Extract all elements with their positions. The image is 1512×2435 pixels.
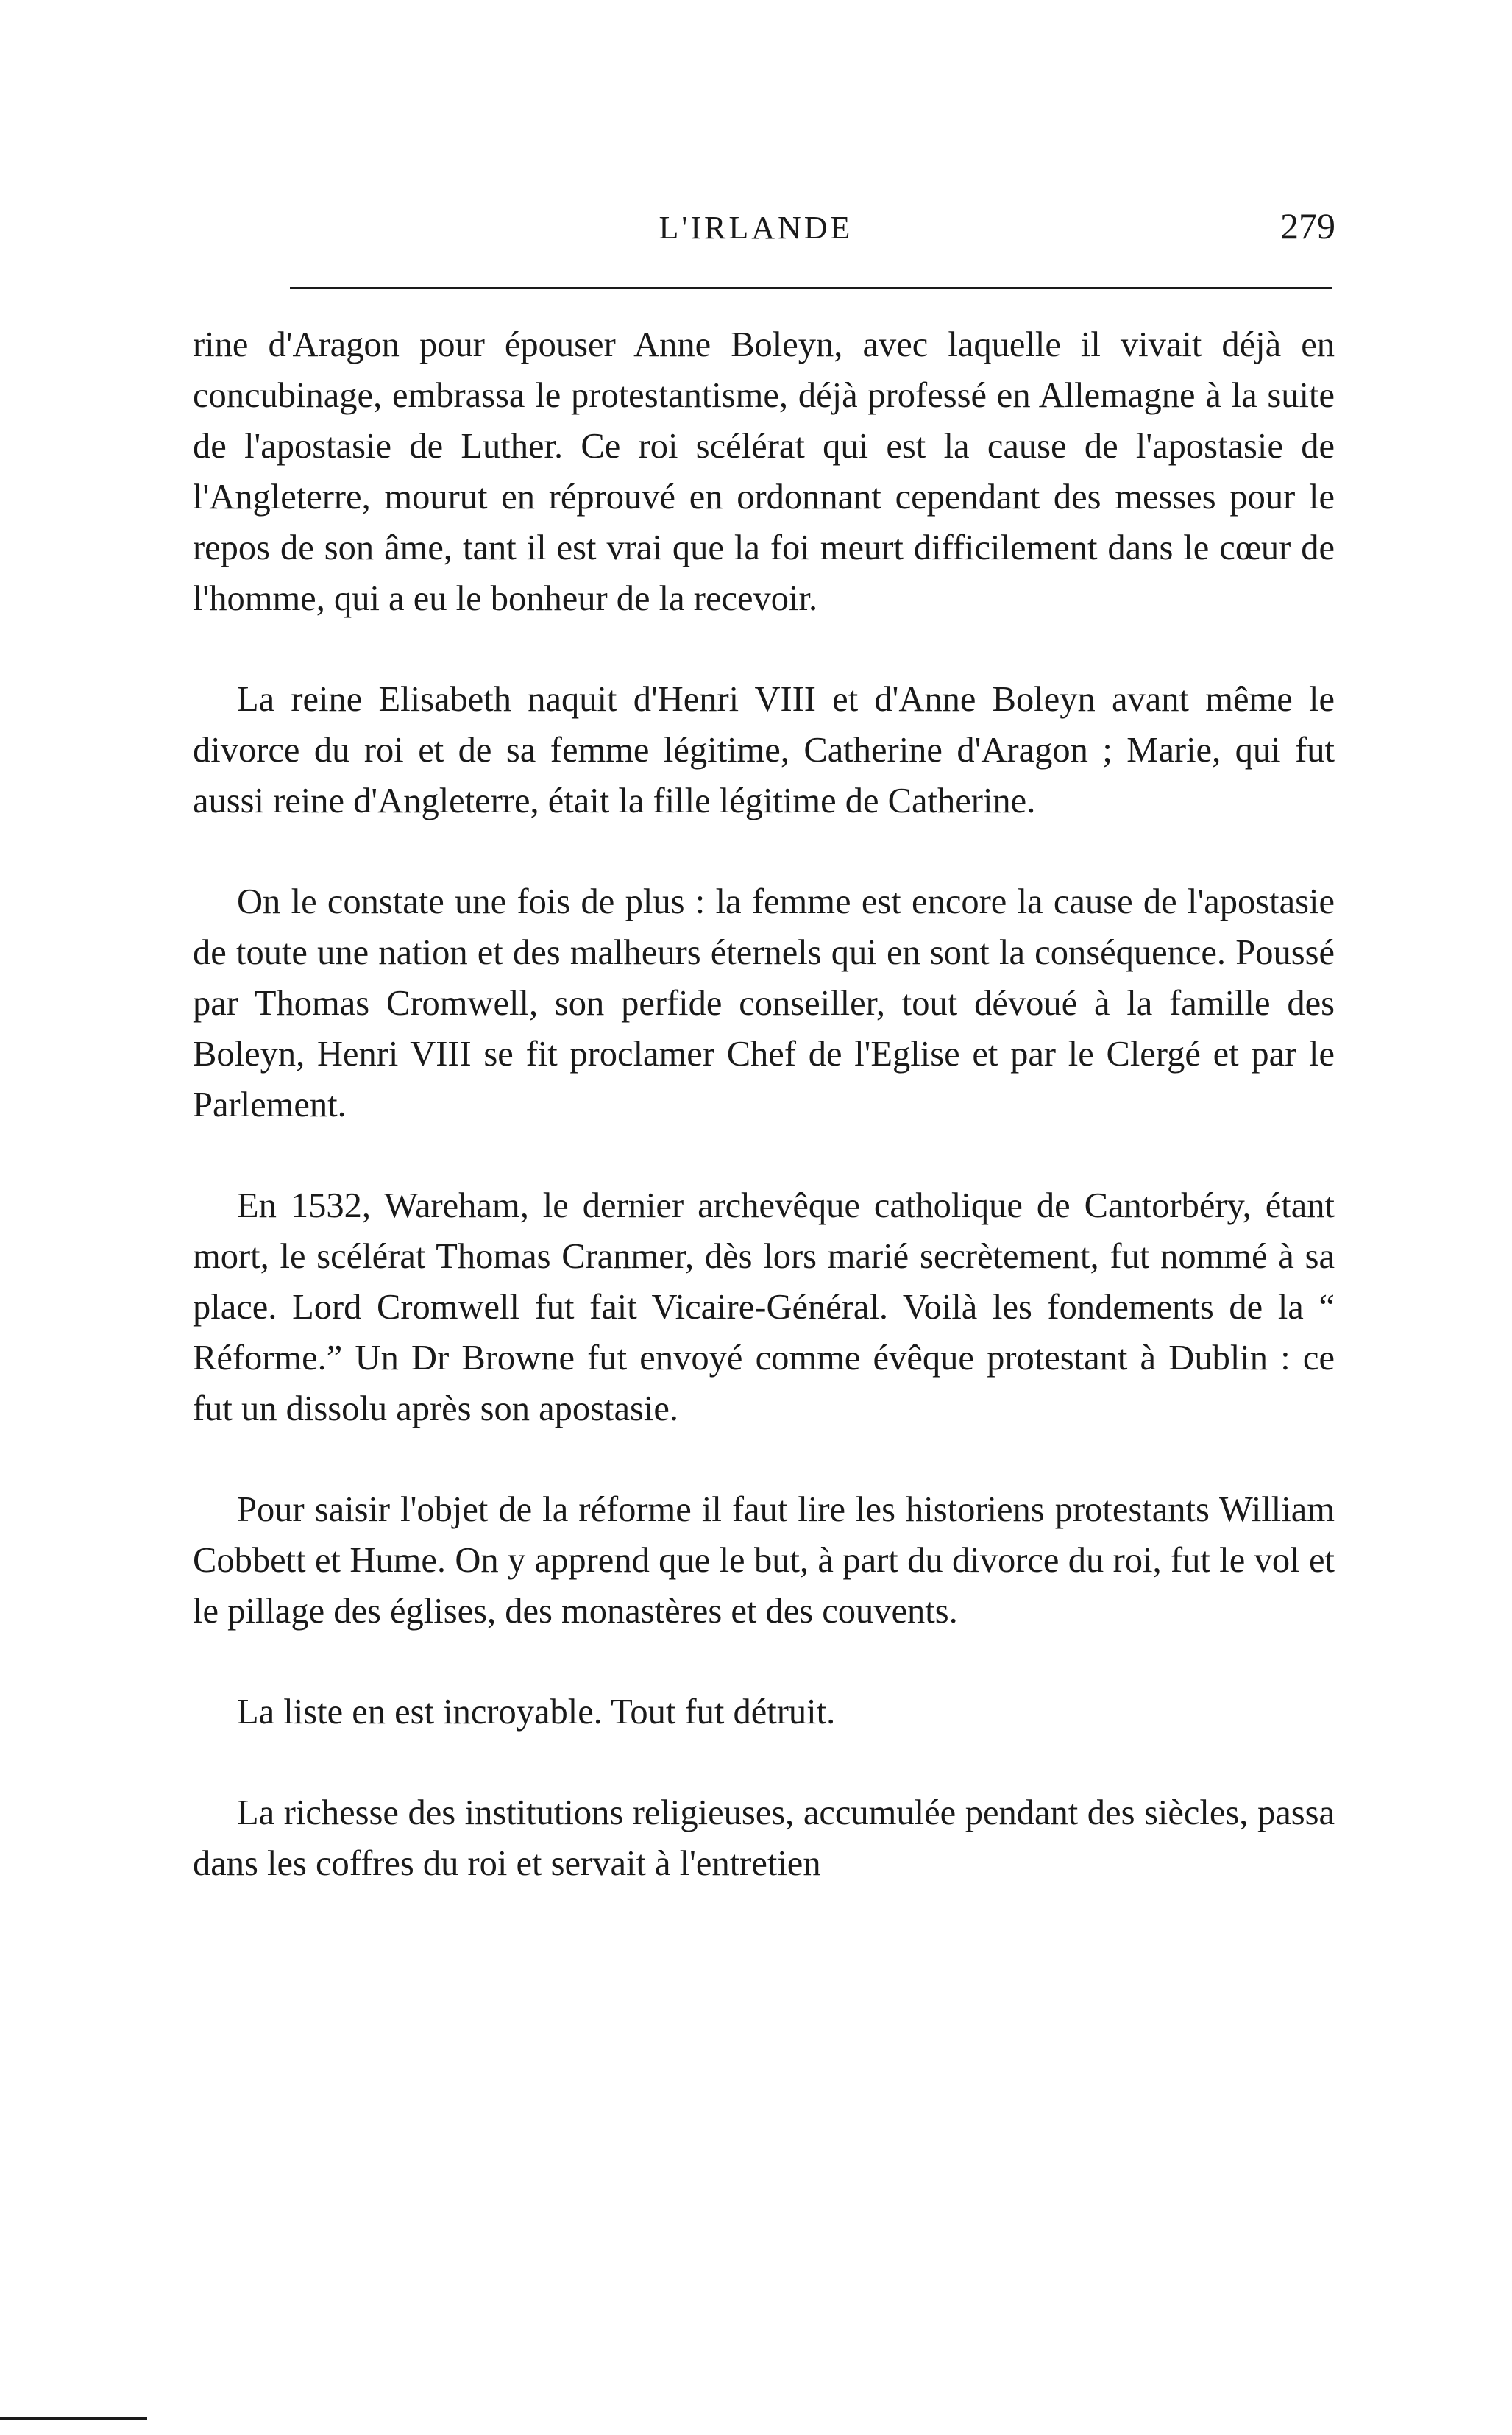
paragraph-liste: La liste en est incroyable. Tout fut détruit. — [237, 1693, 836, 1732]
footer-mark — [0, 2417, 147, 2420]
paragraph-reforme: Pour saisir l'objet de la réforme il faut lire les historiens protestants William Cobbett et Hume. On y apprend que le but, à part du divorce du roi, fut le vol et le pillage des églises, des monastères et des couvents. — [193, 1490, 1335, 1631]
paragraph-cranmer: En 1532, Wareham, le dernier archevêque catholique de Cantorbéry, étant mort, le scélérat Thomas Cranmer, dès lors marié secrètement, fut nommé à sa place. Lord Cromwell fut fait Vicaire-Général. Voilà les fondements de la “ Réforme.” Un Dr Browne fut envoyé comme évêque protestant à Dublin : ce fut un dissolu après son apostasie. — [193, 1186, 1335, 1428]
header-divider — [290, 287, 1332, 289]
paragraph-continuation: rine d'Aragon pour épouser Anne Boleyn, avec laquelle il vivait déjà en concubinage, embrassa le protestantisme, déjà professé en Allemagne à la suite de l'apostasie de Luther. Ce roi scélérat qui est la cause de l'apostasie de l'Angleterre, mourut en réprouvé en ordonnant cependant des messes pour le repos de son âme, tant il est vrai que la foi meurt difficilement dans le cœur de l'homme, qui a eu le bonheur de la recevoir. — [193, 325, 1335, 618]
paragraph-elisabeth: La reine Elisabeth naquit d'Henri VIII et d'Anne Boleyn avant même le divorce du roi et de sa femme légitime, Catherine d'Aragon ; Marie, qui fut aussi reine d'Angleterre, était la fille légitime de Catherine. — [193, 680, 1335, 820]
running-header-title: L'IRLANDE — [659, 210, 853, 246]
page-number: 279 — [1280, 205, 1335, 247]
paragraph-richesse: La richesse des institutions religieuses, accumulée pendant des siècles, passa dans les coffres du roi et servait à l'entretien — [193, 1793, 1335, 1883]
body-text — [193, 319, 1335, 1889]
paragraph-apostasie: On le constate une fois de plus : la femme est encore la cause de l'apostasie de toute une nation et des malheurs éternels qui en sont la conséquence. Poussé par Thomas Cromwell, son perfide conseiller, tout dévoué à la famille des Boleyn, Henri VIII se fit proclamer Chef de l'Eglise et par le Clergé et par le Parlement. — [193, 882, 1335, 1124]
